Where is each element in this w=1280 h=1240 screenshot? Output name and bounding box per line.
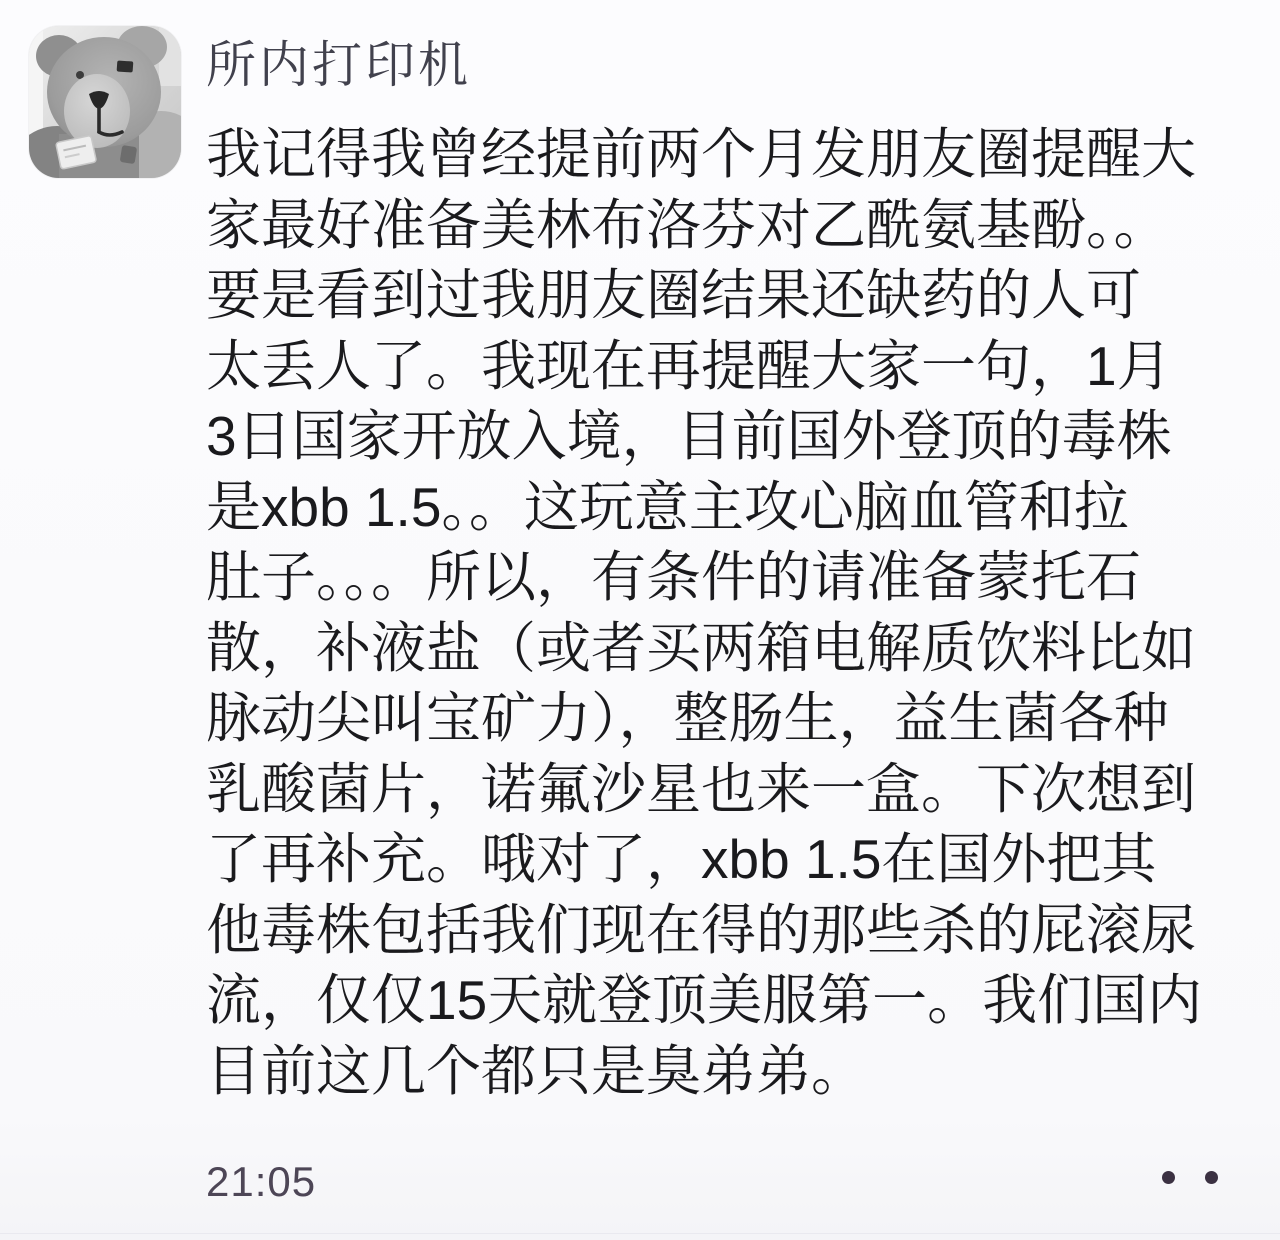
bottom-divider <box>0 1233 1280 1234</box>
message-line: 乳酸菌片，诺氟沙星也来一盒。下次想到 <box>206 757 1197 820</box>
dot-right <box>1205 1171 1218 1184</box>
message-line: 家最好准备美林布洛芬对乙酰氨基酚。。 <box>206 193 1169 256</box>
dot-left <box>1162 1171 1175 1184</box>
message-line: 肚子。。。所以，有条件的请准备蒙托石 <box>206 546 1142 608</box>
message-line: 我记得我曾经提前两个月发朋友圈提醒大 <box>206 123 1197 185</box>
message-line: 3日国家开放入境，目前国外登顶的毒株 <box>206 405 1172 467</box>
message-line: 流，仅仅15天就登顶美服第一。我们国内 <box>206 969 1203 1031</box>
teddy-bear-avatar-image <box>29 26 181 178</box>
message-line: 是xbb 1.5。。这玩意主攻心脑血管和拉 <box>206 475 1129 538</box>
message-line: 脉动尖叫宝矿力），整肠生，益生菌各种 <box>206 687 1169 749</box>
two-dots-more-icon[interactable] <box>1162 1164 1218 1190</box>
message-timestamp: 21:05 <box>206 1158 317 1205</box>
message-line: 太丢人了。我现在再提醒大家一句，1月 <box>206 334 1172 397</box>
message-text <box>206 119 1226 1106</box>
message-line: 目前这几个都只是臭弟弟。 <box>206 1039 867 1102</box>
sender-avatar[interactable] <box>29 26 181 178</box>
sender-name: 所内打印机 <box>206 37 471 93</box>
message-line: 他毒株包括我们现在得的那些杀的屁滚尿 <box>206 898 1197 961</box>
message-line: 了再补充。哦对了，xbb 1.5在国外把其 <box>206 828 1157 890</box>
message-line: 要是看到过我朋友圈结果还缺药的人可 <box>206 264 1142 326</box>
message-line: 散，补液盐（或者买两箱电解质饮料比如 <box>206 616 1197 679</box>
